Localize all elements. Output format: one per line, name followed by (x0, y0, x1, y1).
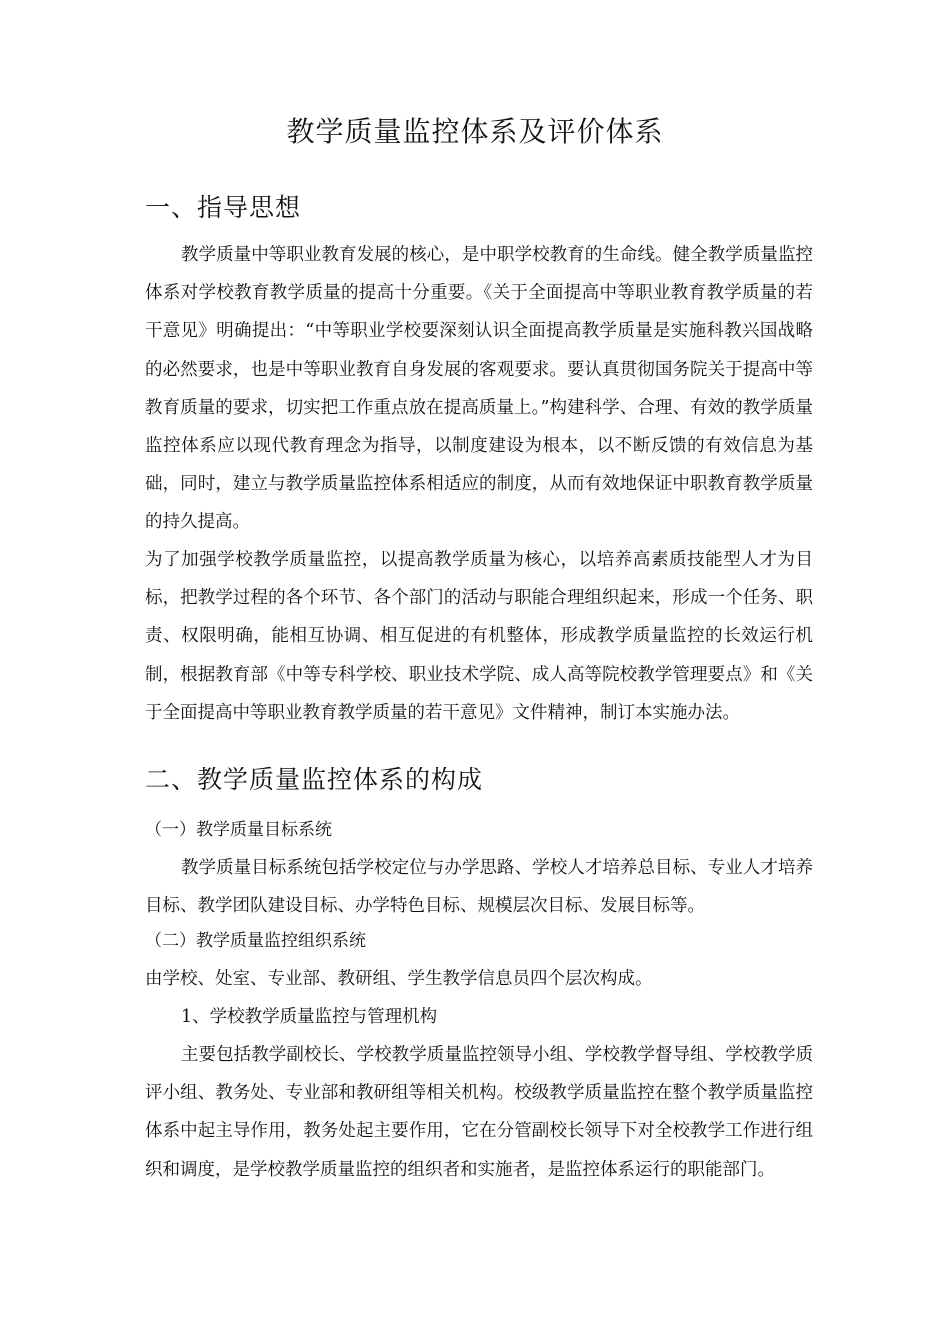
paragraph-school-monitoring-body: 主要包括教学副校长、学校教学质量监控领导小组、学校教学督导组、学校教学质评小组、教务处、专业部和教研组等相关机构。校级教学质量监控在整个教学质量监控体系中起主导作用，教务处起主要作用，它在分管副校长领导下对全校教学工作进行组织和调度，是学校教学质量监控的组织者和实施者，是监控体系运行的职能部门。 (145, 1045, 813, 1180)
section-heading-system-composition: 二、教学质量监控体系的构成 (145, 765, 484, 794)
paragraph-organization-levels: 由学校、处室、专业部、教研组、学生教学信息员四个层次构成。 (145, 969, 653, 989)
paragraph-guiding-ideology-2: 为了加强学校教学质量监控，以提高教学质量为核心，以培养高素质技能型人才为目标，把教学过程的各个环节、各个部门的活动与职能合理组织起来，形成一个任务、职责、权限明确，能相互协调、相互促进的有机整体，形成教学质量监控的长效运行机制，根据教育部《中等专科学校、职业技术学院、成人高等院校教学管理要点》和《关于全面提高中等职业教育教学质量的若干意见》文件精神，制订本实施办法。 (145, 550, 813, 723)
subsection-heading-monitoring-organization: （二）教学质量监控组织系统 (145, 931, 366, 951)
item-heading-school-monitoring-body: 1、学校教学质量监控与管理机构 (181, 1007, 438, 1027)
document-title: 教学质量监控体系及评价体系 (286, 115, 664, 148)
paragraph-quality-goal-system: 教学质量目标系统包括学校定位与办学思路、学校人才培养总目标、专业人才培养目标、教学团队建设目标、办学特色目标、规模层次目标、发展目标等。 (145, 858, 813, 917)
subsection-heading-quality-goal-system: （一）教学质量目标系统 (145, 820, 332, 840)
section-heading-guiding-ideology: 一、指导思想 (145, 193, 302, 222)
paragraph-guiding-ideology-1: 教学质量中等职业教育发展的核心，是中职学校教育的生命线。健全教学质量监控体系对学校教育教学质量的提高十分重要。《关于全面提高中等职业教育教学质量的若干意见》明确提出：“中等职业学校要深刻认识全面提高教学质量是实施科教兴国战略的必然要求，也是中等职业教育自身发展的客观要求。要认真贯彻国务院关于提高中等教育质量的要求，切实把工作重点放在提高质量上。”构建科学、合理、有效的教学质量监控体系应以现代教育理念为指导，以制度建设为根本，以不断反馈的有效信息为基础，同时，建立与教学质量监控体系相适应的制度，从而有效地保证中职教育教学质量的持久提高。 (145, 245, 813, 533)
